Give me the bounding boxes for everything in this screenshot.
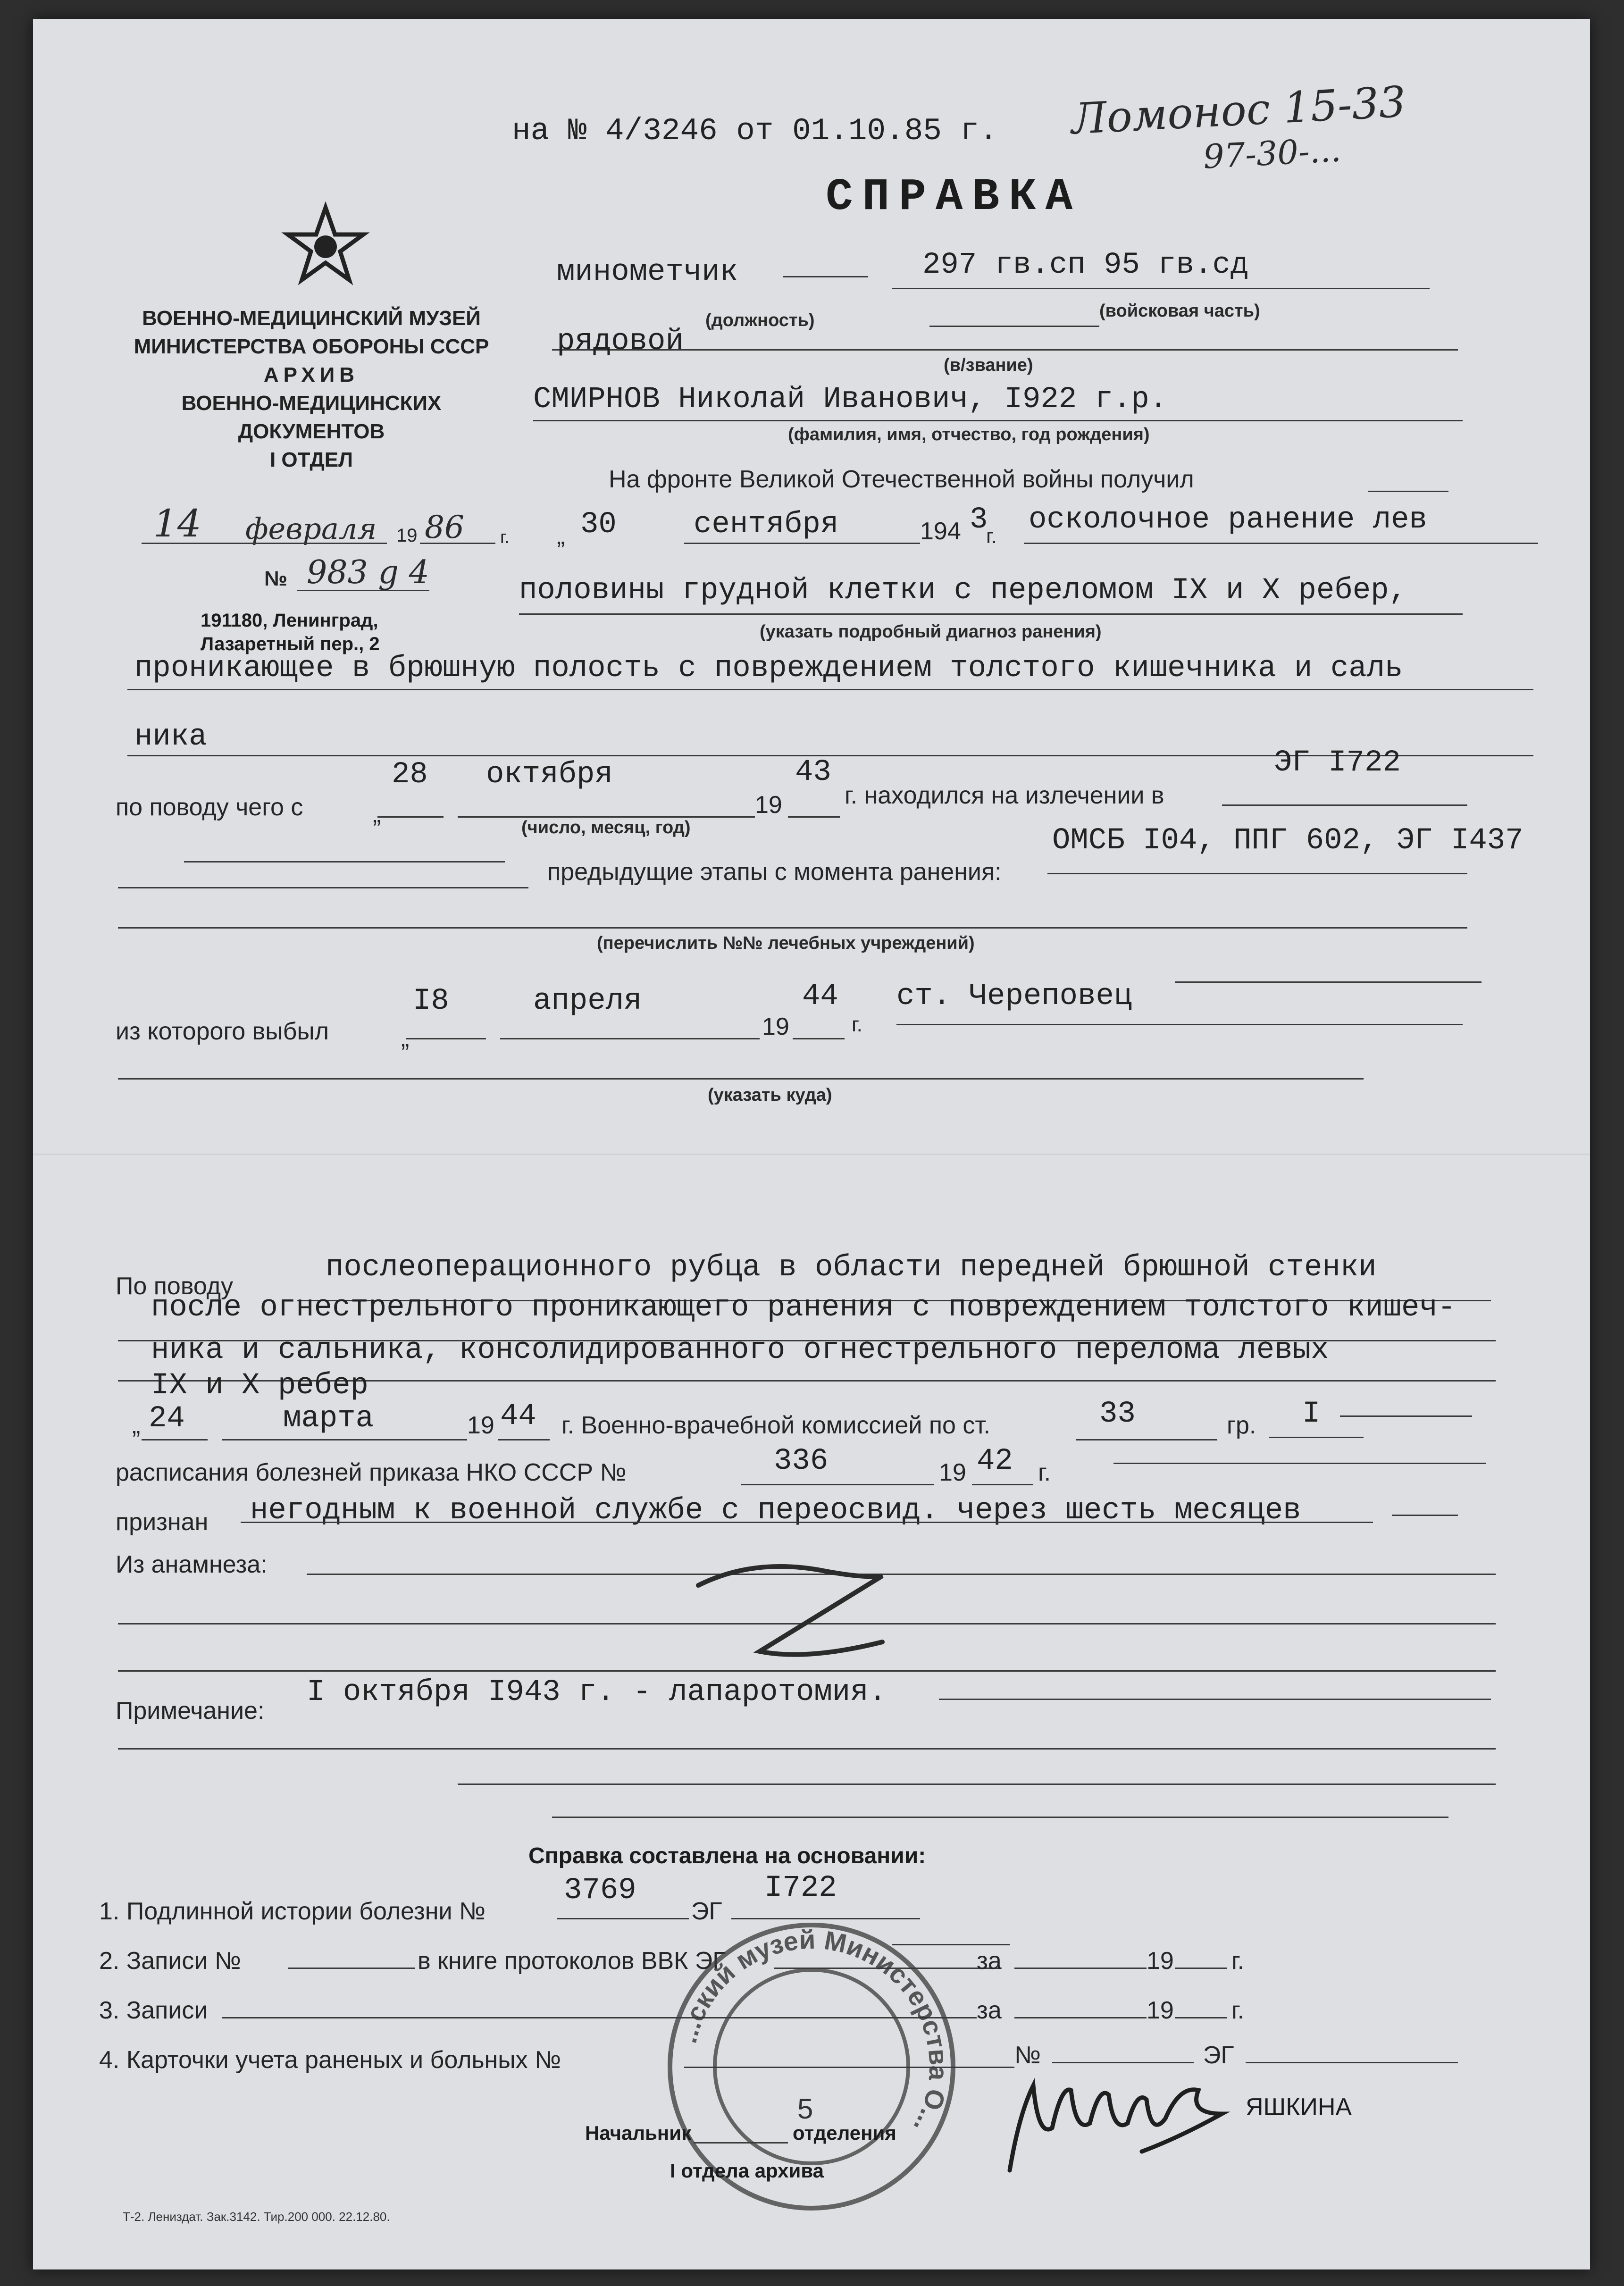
reason-line-1: послеоперационного рубца в области передней брюшной стенки — [326, 1251, 1377, 1285]
underline — [788, 816, 840, 818]
signer-name: ЯШКИНА — [1246, 2093, 1352, 2121]
position-caption: (должность) — [705, 310, 815, 330]
institution-line: ДОКУМЕНТОВ — [238, 420, 385, 443]
underline — [458, 1784, 1496, 1785]
document-sheet — [33, 19, 1590, 2269]
order-year-prefix: 19 — [939, 1459, 966, 1486]
name-caption: (фамилия, имя, отчество, год рождения) — [788, 425, 1150, 444]
unit-value: 297 гв.сп 95 гв.сд — [922, 248, 1249, 282]
underline — [1340, 1415, 1472, 1417]
vvk-text: г. Военно-врачебной комиссией по ст. — [561, 1412, 990, 1439]
reason-line-3: ника и сальника, консолидированного огнестрельного перелома левых — [151, 1333, 1329, 1367]
basis-item-3-19: 19 — [1147, 1997, 1174, 2024]
underline — [793, 1038, 845, 1039]
institution-line: ВОЕННО-МЕДИЦИНСКИХ — [181, 392, 442, 415]
diagnosis-caption: (указать подробный диагноз ранения) — [760, 622, 1102, 642]
underline — [783, 276, 868, 277]
vvk-group-label: гр. — [1227, 1412, 1256, 1439]
underline — [500, 1038, 760, 1039]
discharge-caption: (указать куда) — [708, 1085, 832, 1105]
wound-year-prefix: 194 — [920, 518, 961, 545]
underline — [892, 288, 1430, 289]
reason-line-2: после огнестрельного проникающего ранения с повреждением толстого кишеч- — [151, 1291, 1456, 1325]
paper-fold — [33, 1154, 1590, 1156]
institution-line: I ОТДЕЛ — [269, 448, 353, 471]
note-value: I октября I943 г. - лапаротомия. — [307, 1675, 887, 1709]
underline — [222, 1439, 467, 1440]
basis-item-1-number: 3769 — [564, 1874, 636, 1908]
basis-item-3-za: за — [977, 1997, 1002, 2024]
order-year: 42 — [977, 1444, 1013, 1478]
basis-item-4-num: № — [1014, 2042, 1041, 2069]
basis-item-4-eg: ЭГ — [1203, 2042, 1234, 2069]
basis-title: Справка составлена на основании: — [528, 1843, 926, 1868]
commission-year: 44 — [500, 1399, 536, 1433]
basis-item-1-eg: ЭГ — [691, 1898, 722, 1925]
rank-caption: (в/звание) — [944, 355, 1033, 375]
treatment-month: октября — [486, 758, 613, 792]
chief-label: Начальник — [585, 2122, 692, 2144]
treatment-year-prefix: 19 — [755, 791, 782, 819]
basis-item-2-za: за — [977, 1947, 1002, 1975]
commission-year-prefix: 19 — [467, 1412, 494, 1439]
institution-line: ВОЕННО-МЕДИЦИНСКИЙ МУЗЕЙ — [142, 307, 481, 330]
treatment-prefix: по поводу чего с — [116, 794, 303, 821]
diagnosis-line-4: ника — [134, 720, 207, 754]
underline — [297, 590, 429, 591]
discharge-prefix: из которого выбыл — [116, 1018, 329, 1045]
discharge-year-prefix: 19 — [762, 1013, 789, 1040]
underline — [519, 613, 1463, 615]
underline — [498, 1439, 550, 1440]
person-name: СМИРНОВ Николай Иванович, I922 г.р. — [533, 383, 1168, 417]
basis-item-4: 4. Карточки учета раненых и больных № — [99, 2046, 561, 2074]
underline — [1368, 491, 1448, 492]
underline — [1113, 1463, 1486, 1464]
issue-year-suffix: г. — [500, 528, 510, 547]
issue-year: 86 — [425, 509, 464, 545]
treatment-place: ЭГ I722 — [1274, 746, 1401, 780]
verdict-value: негодным к военной службе с переосвид. через шесть месяцев — [250, 1494, 1301, 1528]
document-number: 983 g 4 — [307, 554, 429, 591]
discharge-place: ст. Череповец — [896, 980, 1132, 1013]
underline — [939, 1699, 1491, 1700]
quote-mark: „ — [401, 1025, 410, 1052]
treatment-text: г. находился на излечении в — [845, 782, 1164, 809]
stamp-ring-text: ...ский музей Министерства О... — [672, 1924, 954, 2139]
document-title: СПРАВКА — [826, 171, 1082, 223]
underline — [1014, 2017, 1147, 2018]
underline — [118, 887, 528, 888]
order-number: 336 — [774, 1444, 829, 1478]
underline — [1014, 1968, 1147, 1969]
underline — [184, 861, 505, 862]
underline — [929, 326, 1099, 327]
institution-block — [99, 307, 524, 472]
underline — [377, 816, 444, 818]
underline — [406, 1038, 486, 1039]
discharge-month: апреля — [533, 984, 642, 1018]
underline — [1222, 804, 1467, 806]
previous-stages-caption: (перечислить №№ лечебных учреждений) — [597, 933, 975, 953]
underline — [1246, 2062, 1458, 2063]
underline — [1392, 1515, 1458, 1516]
basis-item-2-g: г. — [1231, 1947, 1245, 1975]
previous-stages-label: предыдущие этапы с момента ранения: — [547, 858, 1002, 886]
address-line: Лазаретный пер., 2 — [201, 634, 380, 654]
handwritten-signature-icon — [1000, 2057, 1246, 2180]
address-line: 191180, Ленинград, — [201, 610, 378, 631]
chief-label-2: отделения — [793, 2122, 896, 2144]
underline — [420, 543, 495, 544]
institution-line: АРХИВ — [263, 363, 360, 386]
reason-label: По поводу — [116, 1273, 233, 1300]
handwritten-note-top-2: 97-30-... — [1202, 130, 1342, 176]
underline — [118, 927, 1467, 929]
discharge-year-suffix: г. — [852, 1013, 862, 1036]
basis-item-3-g: г. — [1231, 1997, 1245, 2024]
wound-day: 30 — [580, 508, 617, 542]
underline — [552, 1817, 1448, 1818]
strike-line — [241, 1522, 1373, 1523]
unit-caption: (войсковая часть) — [1099, 301, 1260, 321]
underline — [142, 543, 387, 544]
reason-line-4: IX и X ребер — [151, 1369, 368, 1403]
underline — [142, 1439, 208, 1440]
wound-year-suffix: г. — [986, 525, 997, 548]
quote-mark: „ — [132, 1412, 141, 1439]
discharge-day: I8 — [413, 984, 449, 1018]
treatment-year: 43 — [795, 755, 831, 789]
wound-year: 3 — [970, 503, 988, 537]
underline — [127, 689, 1533, 690]
commission-month: марта — [283, 1402, 374, 1436]
basis-item-1: 1. Подлинной истории болезни № — [99, 1898, 486, 1925]
discharge-year: 44 — [802, 980, 838, 1013]
issue-year-prefix: 19 — [396, 525, 418, 546]
department-label: I отдела архива — [670, 2160, 824, 2182]
order-year-suffix: г. — [1038, 1459, 1051, 1486]
basis-item-2-19: 19 — [1147, 1947, 1174, 1975]
wound-month: сентября — [694, 508, 839, 542]
red-star-emblem-icon — [285, 205, 366, 285]
previous-stages-value: ОМСБ I04, ППГ 602, ЭГ I437 — [1052, 824, 1524, 858]
basis-item-3: 3. Записи — [99, 1997, 208, 2024]
issue-month: февраля — [245, 511, 377, 546]
quote-mark: „ — [373, 801, 381, 828]
rank-value: рядовой — [557, 325, 684, 359]
underline — [741, 1484, 934, 1485]
vvk-article: 33 — [1099, 1397, 1136, 1431]
handwritten-note-top: Ломонос 15-33 — [1070, 77, 1407, 144]
vvk-group: I — [1302, 1397, 1321, 1431]
underline — [684, 543, 920, 544]
basis-item-2-text: в книге протоколов ВВК ЭГ — [418, 1947, 726, 1975]
institution-line: МИНИСТЕРСТВА ОБОРОНЫ СССР — [134, 335, 489, 358]
underline — [1269, 1437, 1364, 1438]
underline — [694, 2142, 788, 2144]
treatment-day: 28 — [392, 758, 428, 792]
basis-item-1-eg-value: I722 — [764, 1871, 837, 1905]
commission-day: 24 — [149, 1402, 185, 1436]
underline — [288, 1968, 415, 1969]
verdict-label: признан — [116, 1508, 209, 1536]
underline — [1175, 2017, 1227, 2018]
underline — [533, 420, 1463, 421]
underline — [1175, 981, 1482, 983]
underline — [552, 349, 1458, 351]
underline — [118, 1748, 1496, 1750]
front-text: На фронте Великой Отечественной войны получил — [609, 466, 1194, 493]
underline — [1175, 1968, 1227, 1969]
underline — [896, 1024, 1463, 1025]
diagnosis-line-3: проникающее в брюшную полость с повреждением толстого кишечника и саль — [134, 652, 1403, 686]
underline — [1047, 873, 1467, 874]
underline — [118, 1078, 1364, 1080]
reference-line: на № 4/3246 от 01.10.85 г. — [512, 113, 998, 149]
underline — [1024, 543, 1538, 544]
number-label: № — [264, 567, 288, 590]
anamnesis-label: Из анамнеза: — [116, 1551, 268, 1578]
quote-mark: „ — [557, 522, 565, 550]
underline — [1076, 1439, 1217, 1440]
position-value: минометчик — [557, 255, 738, 289]
issue-day: 14 — [153, 502, 201, 545]
basis-item-2: 2. Записи № — [99, 1947, 241, 1975]
note-label: Примечание: — [116, 1697, 265, 1725]
treatment-caption: (число, месяц, год) — [521, 818, 691, 837]
diagnosis-line-1: осколочное ранение лев — [1029, 503, 1427, 537]
z-cross-out-mark-icon — [684, 1548, 920, 1675]
diagnosis-line-2: половины грудной клетки с переломом IX и X ребер, — [519, 574, 1407, 608]
print-info: Т-2. Лениздат. Зак.3142. Тир.200 000. 22.12.80. — [123, 2210, 390, 2224]
underline — [972, 1484, 1033, 1485]
schedule-text: расписания болезней приказа НКО СССР № — [116, 1459, 627, 1486]
stamp-center-number: 5 — [797, 2093, 813, 2125]
